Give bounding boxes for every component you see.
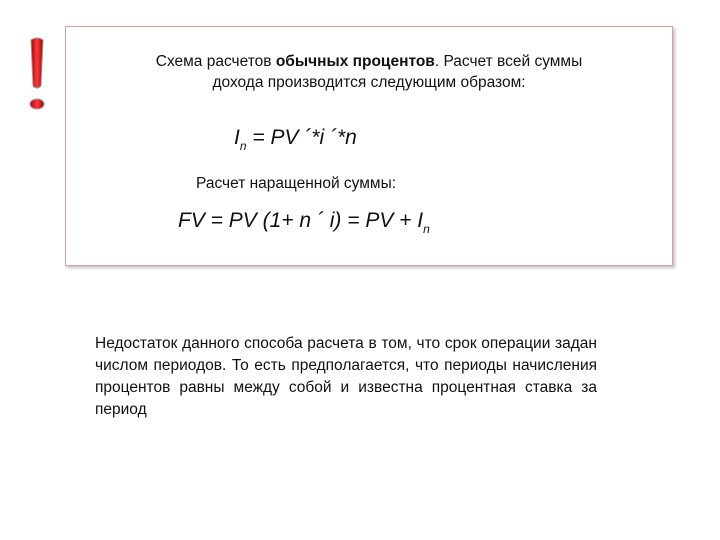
formula1-sub: n: [239, 139, 247, 153]
intro-text: [66, 51, 672, 93]
intro-part1: Схема расчетов: [155, 53, 276, 70]
formula-box: [65, 26, 673, 266]
intro-line2: дохода производится следующим образом:: [212, 74, 526, 91]
formula2-main: FV = PV (1+ n ´ i) = PV + I: [178, 209, 424, 232]
formula1-rhs: = PV ´*i ´*n: [246, 126, 357, 149]
drawback-note: Недостаток данного способа расчета в том, что срок операции задан числом периодов. То есть предполагается, что периоды начисления процентов равны между собой и известна процентная ставка за период: [95, 335, 597, 418]
intro-bold: обычных процентов: [275, 53, 435, 70]
future-value-formula: [178, 209, 430, 236]
formula1-lhs: I: [234, 126, 240, 149]
interest-formula: [234, 126, 357, 153]
accrued-sum-label: Расчет наращенной суммы:: [196, 175, 397, 192]
intro-part2: . Расчет всей суммы: [434, 53, 583, 70]
formula2-sub: n: [423, 222, 430, 236]
exclamation-icon: [26, 36, 48, 116]
